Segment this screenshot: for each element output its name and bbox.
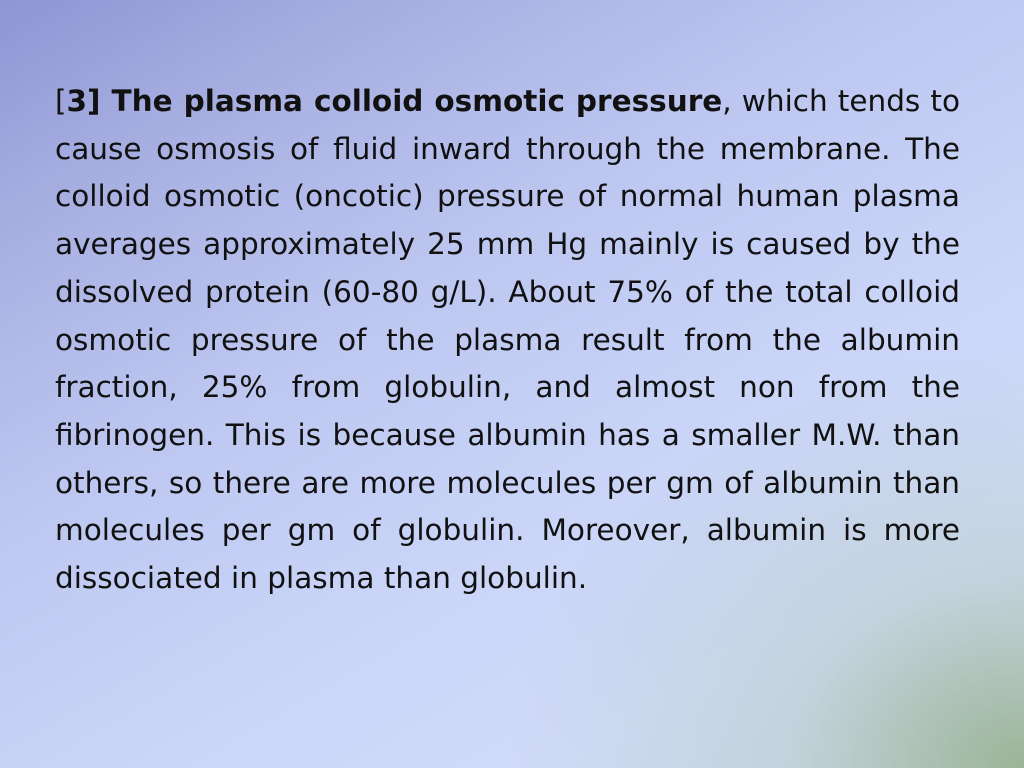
paragraph-heading: 3] The plasma colloid osmotic pressure [66,84,723,118]
bracket-open: [ [55,84,67,118]
body-paragraph [55,78,960,603]
paragraph-body: , which tends to cause osmosis of fluid inward through the membrane. The colloid osmotic (oncotic) pressure of normal human plasma averages approximately 25 mm Hg mainly is caused by the dissolved protein (60-80 g/L). About 75% of the total colloid osmotic pressure of the plasma result from the albumin fraction, 25% from globulin, and almost non from the fibrinogen. This is because albumin has a smaller M.W. than others, so there are more molecules per gm of albumin than molecules per gm of globulin. Moreover, albumin is more dissociated in plasma than globulin. [55,84,960,596]
slide-content [55,78,960,678]
